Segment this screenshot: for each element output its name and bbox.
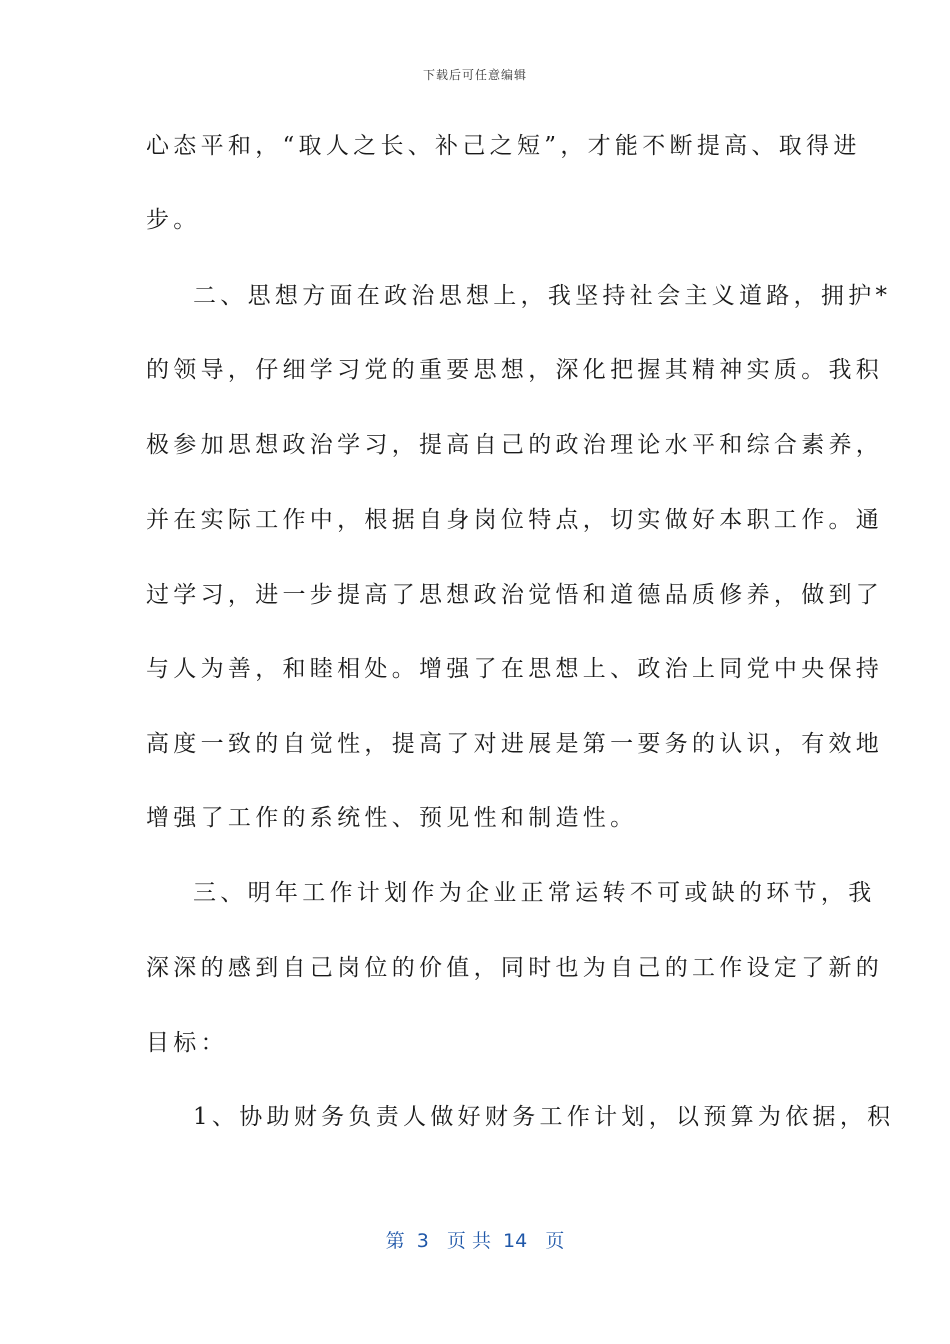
text-line: 心态平和，“取人之长、补己之短”，才能不断提高、取得进: [146, 133, 861, 159]
paragraph-first-line: 1、协助财务负责人做好财务工作计划，以预算为依据，积: [193, 1104, 895, 1130]
text-line: 目标：: [146, 1030, 228, 1056]
text-line: 并在实际工作中，根据自身岗位特点，切实做好本职工作。通: [146, 507, 884, 533]
paragraph-first-line: 三、明年工作计划作为企业正常运转不可或缺的环节，我: [193, 880, 876, 906]
text-line: 极参加思想政治学习，提高自己的政治理论水平和综合素养，: [146, 432, 884, 458]
text-line: 的领导，仔细学习党的重要思想，深化把握其精神实质。我积: [146, 357, 884, 383]
text-line: 与人为善，和睦相处。增强了在思想上、政治上同党中央保持: [146, 656, 884, 682]
text-line: 深深的感到自己岗位的价值，同时也为自己的工作设定了新的: [146, 955, 884, 981]
text-line: 增强了工作的系统性、预见性和制造性。: [146, 805, 638, 831]
text-line: 步。: [146, 207, 201, 233]
text-line: 高度一致的自觉性，提高了对进展是第一要务的认识，有效地: [146, 731, 884, 757]
text-line: 过学习，进一步提高了思想政治觉悟和道德品质修养，做到了: [146, 582, 884, 608]
page-number-footer: 第 3 页 共 14 页: [385, 1230, 565, 1252]
page-header-note: 下载后可任意编辑: [422, 68, 527, 82]
paragraph-first-line: 二、思想方面在政治思想上，我坚持社会主义道路，拥护*: [193, 283, 892, 309]
